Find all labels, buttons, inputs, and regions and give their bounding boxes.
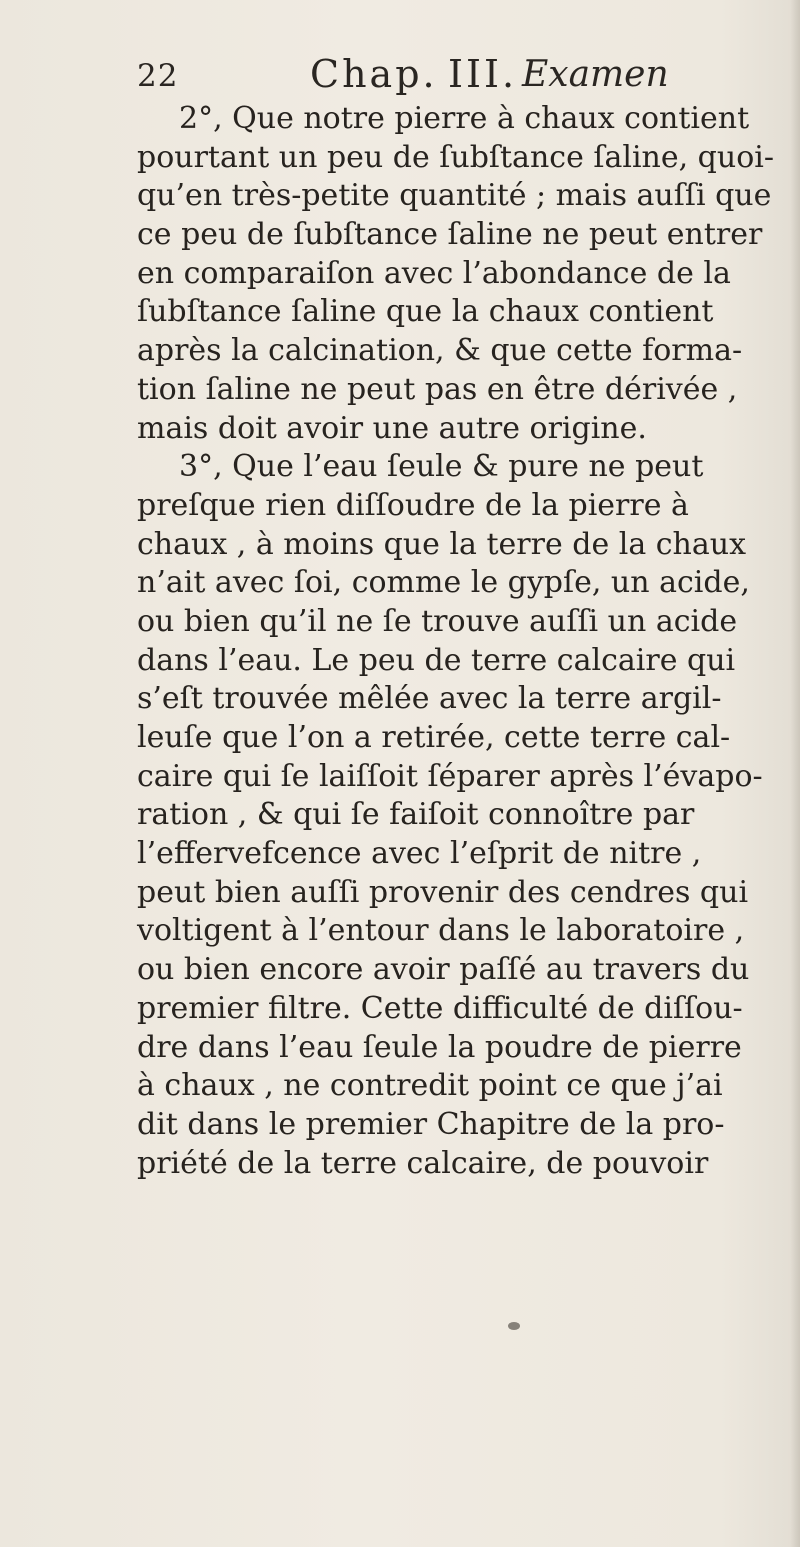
text-line: à chaux , ne contredit point ce que j’ai [137,1068,723,1104]
body-text [137,100,797,1183]
text-line: dre dans l’eau ſeule la poudre de pierre [137,1029,742,1065]
ink-smudge [508,1322,520,1330]
text-line: en comparaiſon avec l’abondance de la [137,255,731,291]
text-line: l’effervefcence avec l’eſprit de nitre , [137,836,702,872]
chapter-label: Chap. [310,52,438,96]
text-line: après la calcination, & que cette forma- [137,333,743,369]
text-line: ſubſtance ſaline que la chaux contient [137,294,714,330]
text-line: voltigent à l’entour dans le laboratoire , [137,913,745,949]
chapter-number: III. [448,52,518,96]
running-header [137,52,697,102]
text-line: leuſe que l’on a retirée, cette terre cal- [137,720,731,755]
text-line: mais doit avoir une autre origine. [137,410,647,446]
running-title: Examen [522,54,669,95]
text-line: peut bien auſſi provenir des cendres qui [137,874,749,910]
text-line: dit dans le premier Chapitre de la pro- [137,1106,725,1142]
text-line: premier filtre. Cette difficulté de diſſou- [137,990,743,1026]
text-line: caire qui ſe laiſſoit ſéparer après l’évapo- [137,758,763,794]
text-line: pourtant un peu de ſubſtance ſaline, quoi- [137,139,775,175]
text-line: qu’en très-petite quantité ; mais auſſi que [137,178,772,214]
text-line: ce peu de ſubſtance ſaline ne peut entrer [137,217,763,253]
text-line: chaux , à moins que la terre de la chaux [137,526,747,562]
page-number: 22 [137,58,179,94]
text-line: preſque rien diſſoudre de la pierre à [137,487,689,523]
text-line: 2°, Que notre pierre à chaux contient [179,101,750,136]
text-line: ration , & qui ſe faiſoit connoître par [137,797,695,833]
text-line: 3°, Que l’eau ſeule & pure ne peut [179,449,704,485]
text-line: priété de la terre calcaire, de pouvoir [137,1145,709,1181]
text-line: ou bien qu’il ne ſe trouve auſſi un acide [137,603,738,639]
text-line: n’ait avec ſoi, comme le gypſe, un acide, [137,565,750,601]
text-line: dans l’eau. Le peu de terre calcaire qui [137,642,736,678]
text-line: ou bien encore avoir paſſé au travers du [137,952,750,988]
text-line: tion ſaline ne peut pas en être dérivée , [137,371,738,407]
text-line: s’eſt trouvée mêlée avec la terre argil- [137,681,722,717]
